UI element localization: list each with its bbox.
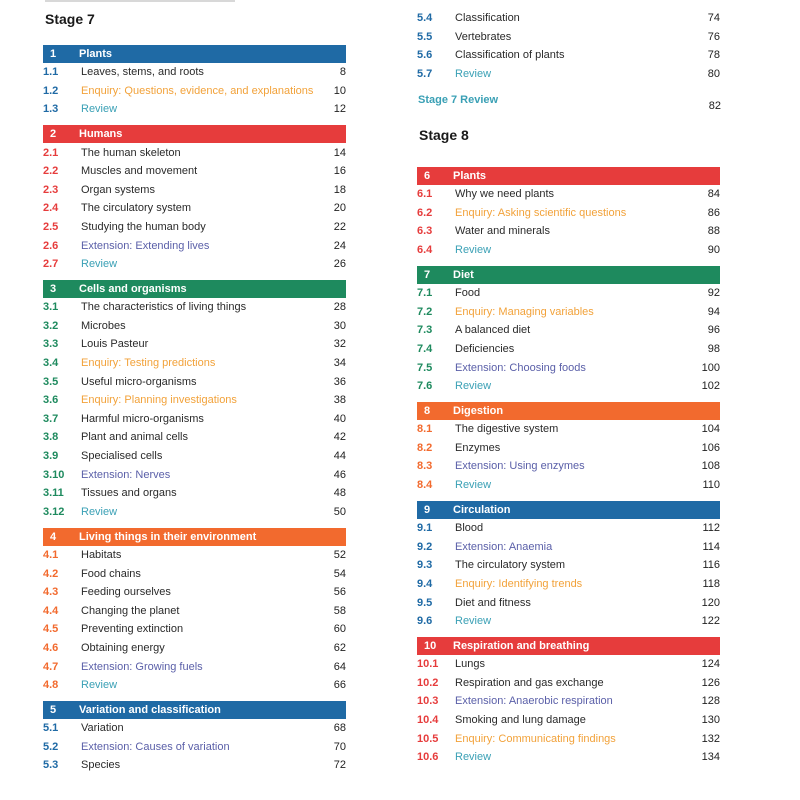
- lesson-row[interactable]: [43, 601, 346, 620]
- lesson-number: 2.7: [43, 258, 59, 271]
- lesson-page: 130: [701, 714, 720, 727]
- lesson-row[interactable]: [43, 335, 346, 354]
- lesson-row[interactable]: [43, 199, 346, 218]
- lesson-page: 74: [707, 12, 720, 25]
- lesson-page: 120: [701, 596, 720, 609]
- chapter-block: [43, 528, 346, 695]
- lesson-row[interactable]: [43, 676, 346, 695]
- lesson-title: Enzymes: [455, 441, 501, 454]
- lesson-number: 8.4: [417, 479, 433, 492]
- lesson-page: 122: [701, 615, 720, 628]
- lesson-number: 10.1: [417, 658, 439, 671]
- lesson-title: Water and minerals: [455, 225, 550, 238]
- chapter-number: 9: [424, 503, 431, 516]
- lesson-page: 14: [333, 146, 346, 159]
- lesson-number: 3.7: [43, 412, 59, 425]
- lesson-number: 3.9: [43, 450, 59, 463]
- lesson-title: Review: [81, 505, 118, 518]
- lesson-page: 10: [333, 84, 346, 97]
- lesson-page: 64: [333, 660, 346, 673]
- lesson-row[interactable]: [43, 298, 346, 317]
- lesson-row[interactable]: [417, 556, 720, 575]
- chapter-number: 6: [424, 170, 431, 182]
- lesson-title: Extension: Anaemia: [455, 540, 553, 553]
- lesson-title: Organ systems: [81, 183, 155, 196]
- stage-7-title: Stage 7: [45, 11, 95, 27]
- chapter-title: Plants: [453, 170, 487, 182]
- chapter-block: [417, 501, 720, 631]
- lesson-page: 98: [707, 342, 720, 355]
- lesson-number: 4.3: [43, 586, 59, 599]
- lesson-title: Tissues and organs: [81, 487, 177, 500]
- lesson-number: 3.11: [43, 487, 64, 500]
- lesson-number: 3.1: [43, 301, 59, 314]
- chapter-header[interactable]: [43, 125, 346, 143]
- lesson-number: 7.2: [417, 305, 433, 318]
- lesson-page: 68: [333, 722, 346, 735]
- lesson-number: 4.5: [43, 623, 59, 636]
- lesson-number: 5.6: [417, 49, 433, 62]
- lesson-row[interactable]: [43, 372, 346, 391]
- chapter-5-continued: [417, 9, 720, 83]
- lesson-number: 9.4: [417, 577, 433, 590]
- lesson-number: 5.4: [417, 12, 433, 25]
- lesson-page: 24: [333, 239, 346, 252]
- lesson-number: 4.4: [43, 604, 59, 617]
- lesson-page: 58: [333, 604, 346, 617]
- lesson-row[interactable]: [417, 655, 720, 674]
- chapter-number: 8: [424, 405, 431, 417]
- lesson-title: Enquiry: Asking scientific questions: [455, 206, 627, 219]
- chapter-block: [43, 125, 346, 273]
- lesson-title: Blood: [455, 522, 484, 535]
- lesson-title: Extension: Nerves: [81, 468, 171, 481]
- lesson-number: 5.2: [43, 740, 59, 753]
- lesson-title: Harmful micro-organisms: [81, 412, 204, 425]
- lesson-row[interactable]: [417, 284, 720, 303]
- lesson-number: 7.4: [417, 342, 433, 355]
- lesson-number: 6.2: [417, 206, 433, 219]
- lesson-number: 5.1: [43, 722, 59, 735]
- chapter-number: 7: [424, 268, 431, 281]
- lesson-number: 9.1: [417, 522, 433, 535]
- lesson-title: The circulatory system: [81, 202, 192, 215]
- lesson-title: Useful micro-organisms: [81, 375, 197, 388]
- lesson-number: 1.2: [43, 84, 59, 97]
- lesson-number: 4.7: [43, 660, 59, 673]
- lesson-row[interactable]: [417, 729, 720, 748]
- chapter-title: Living things in their environment: [79, 530, 257, 543]
- lesson-number: 8.3: [417, 460, 433, 473]
- lesson-page: 60: [333, 623, 346, 636]
- lesson-row[interactable]: [417, 692, 720, 711]
- chapter-number: 5: [50, 704, 57, 716]
- lesson-number: 10.2: [417, 676, 439, 689]
- chapter-title: Respiration and breathing: [453, 640, 590, 652]
- lesson-row[interactable]: [417, 9, 720, 28]
- lesson-row[interactable]: [43, 756, 346, 775]
- lesson-title: Obtaining energy: [81, 641, 165, 654]
- lesson-page: 134: [701, 751, 720, 764]
- lesson-page: 114: [702, 540, 720, 553]
- lesson-row[interactable]: [43, 317, 346, 336]
- lesson-page: 102: [701, 380, 720, 393]
- lesson-title: Enquiry: Questions, evidence, and explanations: [81, 84, 314, 97]
- lesson-number: 3.2: [43, 319, 59, 332]
- lesson-number: 3.8: [43, 431, 59, 444]
- lesson-title: Respiration and gas exchange: [455, 676, 604, 689]
- lesson-row[interactable]: [43, 63, 346, 82]
- lesson-page: 44: [333, 450, 346, 463]
- lesson-title: Food chains: [81, 567, 141, 580]
- lesson-row[interactable]: [417, 711, 720, 730]
- lesson-number: 2.4: [43, 202, 59, 215]
- lesson-number: 3.6: [43, 394, 59, 407]
- lesson-row[interactable]: [417, 439, 720, 458]
- lesson-title: Review: [455, 615, 492, 628]
- lesson-title: Extension: Growing fuels: [81, 660, 203, 673]
- lesson-row[interactable]: [43, 484, 346, 503]
- chapter-header[interactable]: [43, 701, 346, 719]
- lesson-row[interactable]: [43, 564, 346, 583]
- lesson-number: 7.3: [417, 324, 433, 337]
- lesson-row[interactable]: [43, 143, 346, 162]
- chapter-number: 10: [424, 640, 437, 652]
- lesson-title: Classification: [455, 12, 520, 25]
- lesson-number: 4.6: [43, 641, 59, 654]
- lesson-number: 2.2: [43, 165, 59, 178]
- chapter-title: Digestion: [453, 405, 504, 417]
- lesson-row[interactable]: [417, 204, 720, 223]
- lesson-number: 2.3: [43, 183, 59, 196]
- lesson-title: Enquiry: Planning investigations: [81, 394, 237, 407]
- lesson-title: Microbes: [81, 319, 126, 332]
- chapter-header[interactable]: [43, 45, 346, 63]
- lesson-number: 10.3: [417, 695, 439, 708]
- lesson-title: Enquiry: Testing predictions: [81, 357, 216, 370]
- lesson-page: 50: [333, 505, 346, 518]
- lesson-page: 70: [333, 740, 346, 753]
- chapter-block: [417, 266, 720, 396]
- lesson-row[interactable]: [417, 476, 720, 495]
- lesson-title: Specialised cells: [81, 450, 163, 463]
- lesson-title: Extension: Using enzymes: [455, 460, 585, 473]
- chapter-number: 4: [50, 530, 57, 543]
- chapter-number: 2: [50, 128, 57, 141]
- lesson-row[interactable]: [417, 28, 720, 47]
- lesson-number: 2.5: [43, 220, 59, 233]
- chapter-header[interactable]: [43, 280, 346, 298]
- lesson-row[interactable]: [417, 321, 720, 340]
- lesson-row[interactable]: [417, 457, 720, 476]
- lesson-title: Changing the planet: [81, 604, 180, 617]
- lesson-page: 118: [702, 577, 720, 590]
- lesson-number: 6.1: [417, 188, 433, 201]
- lesson-row[interactable]: [43, 100, 346, 119]
- lesson-row[interactable]: [43, 657, 346, 676]
- lesson-row[interactable]: [43, 391, 346, 410]
- lesson-title: The circulatory system: [455, 559, 566, 572]
- lesson-row[interactable]: [417, 46, 720, 65]
- lesson-page: 16: [333, 165, 346, 178]
- lesson-row[interactable]: [417, 420, 720, 439]
- lesson-number: 5.5: [417, 30, 433, 43]
- lesson-page: 52: [333, 548, 346, 561]
- lesson-row[interactable]: [417, 575, 720, 594]
- lesson-page: 36: [333, 375, 346, 388]
- lesson-page: 18: [333, 183, 346, 196]
- lesson-title: Lungs: [455, 658, 485, 671]
- lesson-row[interactable]: [43, 465, 346, 484]
- lesson-number: 1.3: [43, 103, 59, 116]
- lesson-number: 10.5: [417, 732, 439, 745]
- lesson-number: 2.1: [43, 146, 59, 159]
- lesson-page: 106: [701, 441, 720, 454]
- lesson-row[interactable]: [43, 236, 346, 255]
- lesson-page: 88: [707, 225, 720, 238]
- lesson-title: Review: [455, 479, 492, 492]
- lesson-row[interactable]: [43, 546, 346, 565]
- lesson-page: 94: [707, 305, 720, 318]
- lesson-page: 124: [701, 658, 720, 671]
- lesson-page: 26: [333, 258, 346, 271]
- stage-7-review[interactable]: [418, 91, 721, 112]
- lesson-page: 12: [333, 103, 346, 116]
- lesson-number: 7.5: [417, 361, 433, 374]
- lesson-row[interactable]: [43, 503, 346, 522]
- lesson-title: Review: [455, 751, 492, 764]
- lesson-row[interactable]: [43, 738, 346, 757]
- chapter-header[interactable]: [417, 167, 720, 185]
- chapter-block: [43, 701, 346, 775]
- lesson-number: 3.3: [43, 338, 59, 351]
- lesson-row[interactable]: [43, 620, 346, 639]
- lesson-title: Why we need plants: [455, 188, 555, 201]
- lesson-page: 96: [707, 324, 720, 337]
- lesson-title: Enquiry: Communicating findings: [455, 732, 616, 745]
- lesson-number: 8.1: [417, 423, 433, 436]
- lesson-row[interactable]: [417, 593, 720, 612]
- lesson-row[interactable]: [43, 218, 346, 237]
- lesson-row[interactable]: [43, 639, 346, 658]
- lesson-row[interactable]: [417, 377, 720, 396]
- chapter-header[interactable]: [417, 501, 720, 519]
- lesson-title: Extension: Choosing foods: [455, 361, 586, 374]
- lesson-number: 5.3: [43, 759, 59, 772]
- lesson-number: 1.1: [43, 66, 59, 79]
- stage-7-review-page: 82: [708, 100, 721, 112]
- lesson-row[interactable]: [417, 358, 720, 377]
- lesson-page: 42: [333, 431, 346, 444]
- lesson-number: 9.5: [417, 596, 433, 609]
- lesson-row[interactable]: [417, 185, 720, 204]
- lesson-number: 10.4: [417, 714, 439, 727]
- lesson-title: Louis Pasteur: [81, 338, 149, 351]
- lesson-number: 6.4: [417, 244, 433, 257]
- lesson-row[interactable]: [43, 255, 346, 274]
- lesson-row[interactable]: [417, 241, 720, 260]
- lesson-row[interactable]: [417, 340, 720, 359]
- lesson-title: The digestive system: [455, 423, 559, 436]
- chapter-header[interactable]: [43, 528, 346, 546]
- chapter-title: Diet: [453, 268, 474, 281]
- lesson-number: 3.5: [43, 375, 59, 388]
- lesson-title: Diet and fitness: [455, 596, 531, 609]
- chapter-number: 1: [50, 48, 57, 60]
- lesson-title: Extension: Anaerobic respiration: [455, 695, 613, 708]
- lesson-row[interactable]: [43, 180, 346, 199]
- lesson-page: 38: [333, 394, 346, 407]
- lesson-row[interactable]: [43, 428, 346, 447]
- lesson-title: A balanced diet: [455, 324, 531, 337]
- lesson-title: Classification of plants: [455, 49, 565, 62]
- lesson-page: 126: [701, 676, 720, 689]
- lesson-page: 116: [702, 559, 720, 572]
- lesson-page: 104: [701, 423, 720, 436]
- lesson-row[interactable]: [417, 674, 720, 693]
- lesson-row[interactable]: [43, 583, 346, 602]
- chapter-block: [43, 280, 346, 521]
- lesson-row[interactable]: [417, 519, 720, 538]
- chapter-header[interactable]: [417, 266, 720, 284]
- chapter-block: [43, 45, 346, 119]
- lesson-title: Species: [81, 759, 121, 772]
- lesson-title: Review: [81, 103, 118, 116]
- lesson-title: Leaves, stems, and roots: [81, 66, 204, 79]
- lesson-title: Extension: Causes of variation: [81, 740, 230, 753]
- chapter-title: Humans: [79, 128, 123, 141]
- lesson-number: 10.6: [417, 751, 439, 764]
- lesson-page: 100: [701, 361, 720, 374]
- lesson-title: The characteristics of living things: [81, 301, 247, 314]
- lesson-title: Review: [455, 244, 492, 257]
- lesson-title: Deficiencies: [455, 342, 515, 355]
- lesson-title: Extension: Extending lives: [81, 239, 210, 252]
- lesson-number: 3.12: [43, 505, 65, 518]
- lesson-page: 56: [333, 586, 346, 599]
- lesson-row[interactable]: [417, 748, 720, 767]
- lesson-page: 32: [333, 338, 346, 351]
- lesson-title: Review: [81, 679, 118, 692]
- lesson-page: 40: [333, 412, 346, 425]
- chapter-header[interactable]: [417, 402, 720, 420]
- lesson-page: 76: [707, 30, 720, 43]
- lesson-number: 5.7: [417, 68, 433, 81]
- lesson-number: 2.6: [43, 239, 59, 252]
- lesson-page: 128: [701, 695, 720, 708]
- lesson-title: Vertebrates: [455, 30, 512, 43]
- lesson-page: 34: [333, 357, 346, 370]
- lesson-number: 9.2: [417, 540, 433, 553]
- lesson-number: 4.2: [43, 567, 59, 580]
- lesson-number: 6.3: [417, 225, 433, 238]
- lesson-page: 84: [707, 188, 720, 201]
- lesson-page: 110: [702, 479, 720, 492]
- lesson-title: Food: [455, 287, 481, 300]
- lesson-page: 86: [707, 206, 720, 219]
- lesson-title: The human skeleton: [81, 146, 181, 159]
- lesson-row[interactable]: [417, 302, 720, 321]
- lesson-page: 78: [707, 49, 720, 62]
- lesson-page: 8: [339, 66, 346, 79]
- lesson-number: 3.10: [43, 468, 65, 481]
- lesson-row[interactable]: [417, 537, 720, 556]
- lesson-title: Review: [455, 380, 492, 393]
- chapter-title: Circulation: [453, 503, 511, 516]
- lesson-title: Review: [81, 258, 118, 271]
- lesson-title: Review: [455, 68, 492, 81]
- lesson-row[interactable]: [43, 82, 346, 101]
- lesson-number: 4.1: [43, 548, 59, 561]
- lesson-row[interactable]: [43, 354, 346, 373]
- lesson-row[interactable]: [417, 612, 720, 631]
- chapter-block: [417, 637, 720, 767]
- lesson-number: 7.1: [417, 287, 433, 300]
- lesson-page: 108: [701, 460, 720, 473]
- lesson-title: Plant and animal cells: [81, 431, 189, 444]
- lesson-row[interactable]: [43, 162, 346, 181]
- stage-7-review-label: Stage 7 Review: [418, 94, 499, 106]
- lesson-number: 9.6: [417, 615, 433, 628]
- lesson-row[interactable]: [417, 65, 720, 84]
- lesson-title: Smoking and lung damage: [455, 714, 586, 727]
- chapter-block: [417, 402, 720, 494]
- lesson-number: 4.8: [43, 679, 59, 692]
- lesson-title: Variation: [81, 722, 124, 735]
- lesson-number: 8.2: [417, 441, 433, 454]
- lesson-row[interactable]: [43, 447, 346, 466]
- chapter-block: [417, 167, 720, 259]
- lesson-page: 20: [333, 202, 346, 215]
- lesson-row[interactable]: [43, 719, 346, 738]
- lesson-title: Preventing extinction: [81, 623, 184, 636]
- lesson-number: 9.3: [417, 559, 433, 572]
- chapter-header[interactable]: [417, 637, 720, 655]
- lesson-title: Studying the human body: [81, 220, 206, 233]
- lesson-page: 66: [333, 679, 346, 692]
- lesson-page: 132: [701, 732, 720, 745]
- lesson-row[interactable]: [417, 222, 720, 241]
- lesson-page: 62: [333, 641, 346, 654]
- lesson-page: 46: [333, 468, 346, 481]
- chapter-title: Variation and classification: [79, 704, 221, 716]
- lesson-number: 3.4: [43, 357, 59, 370]
- lesson-page: 30: [333, 319, 346, 332]
- lesson-page: 112: [702, 522, 720, 535]
- lesson-page: 90: [707, 244, 720, 257]
- lesson-title: Enquiry: Managing variables: [455, 305, 594, 318]
- lesson-page: 92: [707, 287, 720, 300]
- lesson-title: Feeding ourselves: [81, 586, 171, 599]
- stage-8-title: Stage 8: [419, 127, 469, 143]
- lesson-title: Muscles and movement: [81, 165, 198, 178]
- lesson-title: Habitats: [81, 548, 122, 561]
- chapter-title: Plants: [79, 48, 113, 60]
- lesson-page: 72: [333, 759, 346, 772]
- lesson-number: 7.6: [417, 380, 433, 393]
- lesson-page: 28: [333, 301, 346, 314]
- chapter-title: Cells and organisms: [79, 283, 187, 295]
- lesson-page: 80: [707, 68, 720, 81]
- lesson-page: 48: [333, 487, 346, 500]
- lesson-page: 54: [333, 567, 346, 580]
- lesson-title: Enquiry: Identifying trends: [455, 577, 583, 590]
- chapter-number: 3: [50, 283, 57, 295]
- top-rule: [45, 0, 235, 2]
- lesson-page: 22: [333, 220, 346, 233]
- lesson-row[interactable]: [43, 410, 346, 429]
